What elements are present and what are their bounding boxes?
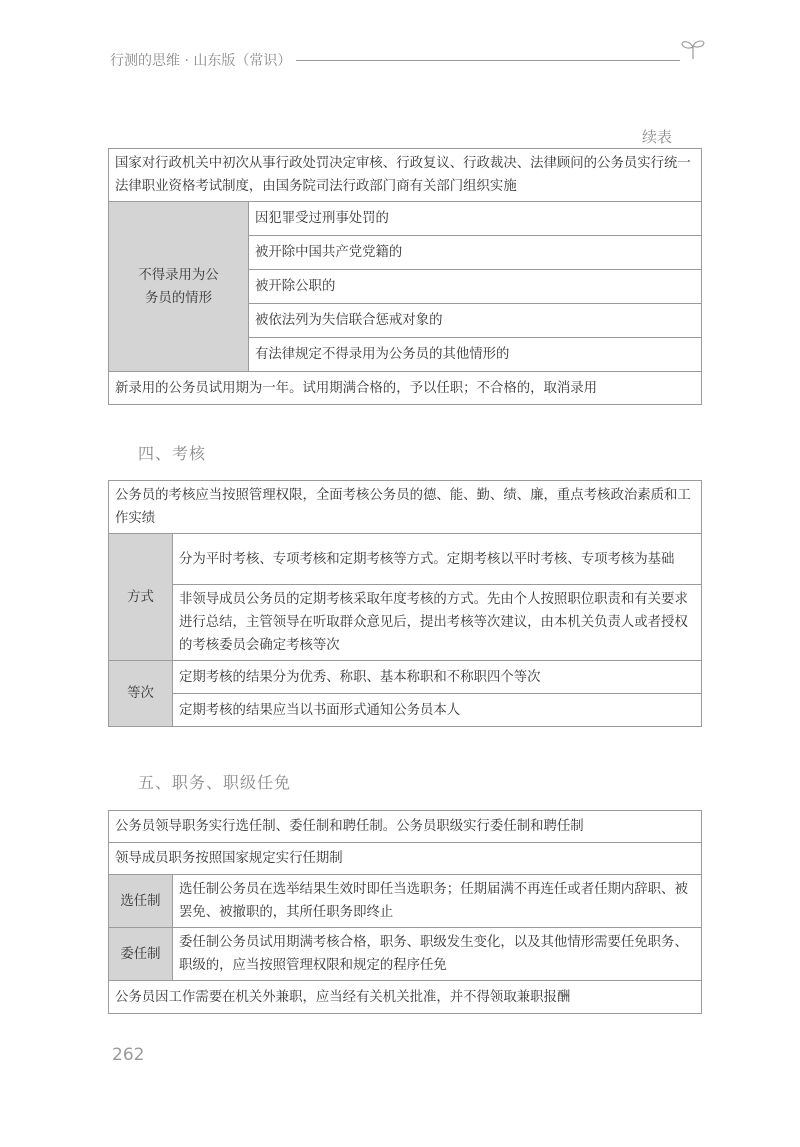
running-header xyxy=(110,48,710,72)
assessment-table xyxy=(108,480,702,727)
table-row xyxy=(109,534,702,585)
table-row xyxy=(109,661,702,694)
table-row xyxy=(109,928,702,981)
appointment-table xyxy=(108,810,702,1014)
header-rule xyxy=(296,60,680,61)
intro-cell: 国家对行政机关中初次从事行政处罚决定审核、行政复议、行政裁决、法律顾问的公务员实行统一法律职业资格考试制度，由国务院司法行政部门商有关部门组织实施 xyxy=(109,149,702,202)
list-item: 非领导成员公务员的定期考核采取年度考核的方式。先由个人按照职位职责和有关要求进行总结，主管领导在听取群众意见后，提出考核等次建议，由本机关负责人或者授权的考核委员会确定考核等次 xyxy=(173,585,702,661)
table-row xyxy=(109,843,702,875)
list-item: 定期考核的结果应当以书面形式通知公务员本人 xyxy=(173,694,702,727)
appoint-label-cell: 委任制 xyxy=(109,928,173,981)
list-item: 分为平时考核、专项考核和定期考核等方式。定期考核以平时考核、专项考核为基础 xyxy=(173,534,702,585)
method-label-cell: 方式 xyxy=(109,534,173,661)
section-title: 四、考核 xyxy=(138,444,207,463)
table-row xyxy=(109,202,702,236)
list-item: 被开除中国共产党党籍的 xyxy=(249,236,702,270)
table-row xyxy=(109,481,702,534)
list-item: 被开除公职的 xyxy=(249,270,702,304)
sprout-icon xyxy=(680,38,706,60)
section-title: 五、职务、职级任免 xyxy=(138,773,292,792)
footer-cell: 公务员因工作需要在机关外兼职，应当经有关机关批准，并不得领取兼职报酬 xyxy=(109,981,702,1014)
table-row xyxy=(109,811,702,843)
continued-label: 续表 xyxy=(641,128,672,146)
elect-label-cell: 选任制 xyxy=(109,875,173,928)
list-item: 因犯罪受过刑事处罚的 xyxy=(249,202,702,236)
list-item: 公务员领导职务实行选任制、委任制和聘任制。公务员职级实行委任制和聘任制 xyxy=(109,811,702,843)
table-row xyxy=(109,981,702,1014)
header-title: 行测的思维 · 山东版（常识） xyxy=(110,53,292,69)
intro-cell: 公务员的考核应当按照管理权限，全面考核公务员的德、能、勤、绩、廉，重点考核政治素质和工作实绩 xyxy=(109,481,702,534)
table-row xyxy=(109,585,702,661)
list-item: 被依法列为失信联合惩戒对象的 xyxy=(249,304,702,338)
grade-label-cell: 等次 xyxy=(109,661,173,727)
table-row xyxy=(109,149,702,202)
list-item: 有法律规定不得录用为公务员的其他情形的 xyxy=(249,338,702,372)
group-label-cell: 不得录用为公务员的情形 xyxy=(109,202,249,372)
table-row xyxy=(109,875,702,928)
list-item: 选任制公务员在选举结果生效时即任当选职务；任期届满不再连任或者任期内辞职、被罢免、被撤职的，其所任职务即终止 xyxy=(173,875,702,928)
list-item: 领导成员职务按照国家规定实行任期制 xyxy=(109,843,702,875)
table-row xyxy=(109,694,702,727)
eligibility-table xyxy=(108,148,702,405)
footer-cell: 新录用的公务员试用期为一年。试用期满合格的，予以任职；不合格的，取消录用 xyxy=(109,372,702,405)
list-item: 定期考核的结果分为优秀、称职、基本称职和不称职四个等次 xyxy=(173,661,702,694)
list-item: 委任制公务员试用期满考核合格，职务、职级发生变化，以及其他情形需要任免职务、职级的，应当按照管理权限和规定的程序任免 xyxy=(173,928,702,981)
page-number: 262 xyxy=(112,1045,145,1065)
table-row xyxy=(109,372,702,405)
